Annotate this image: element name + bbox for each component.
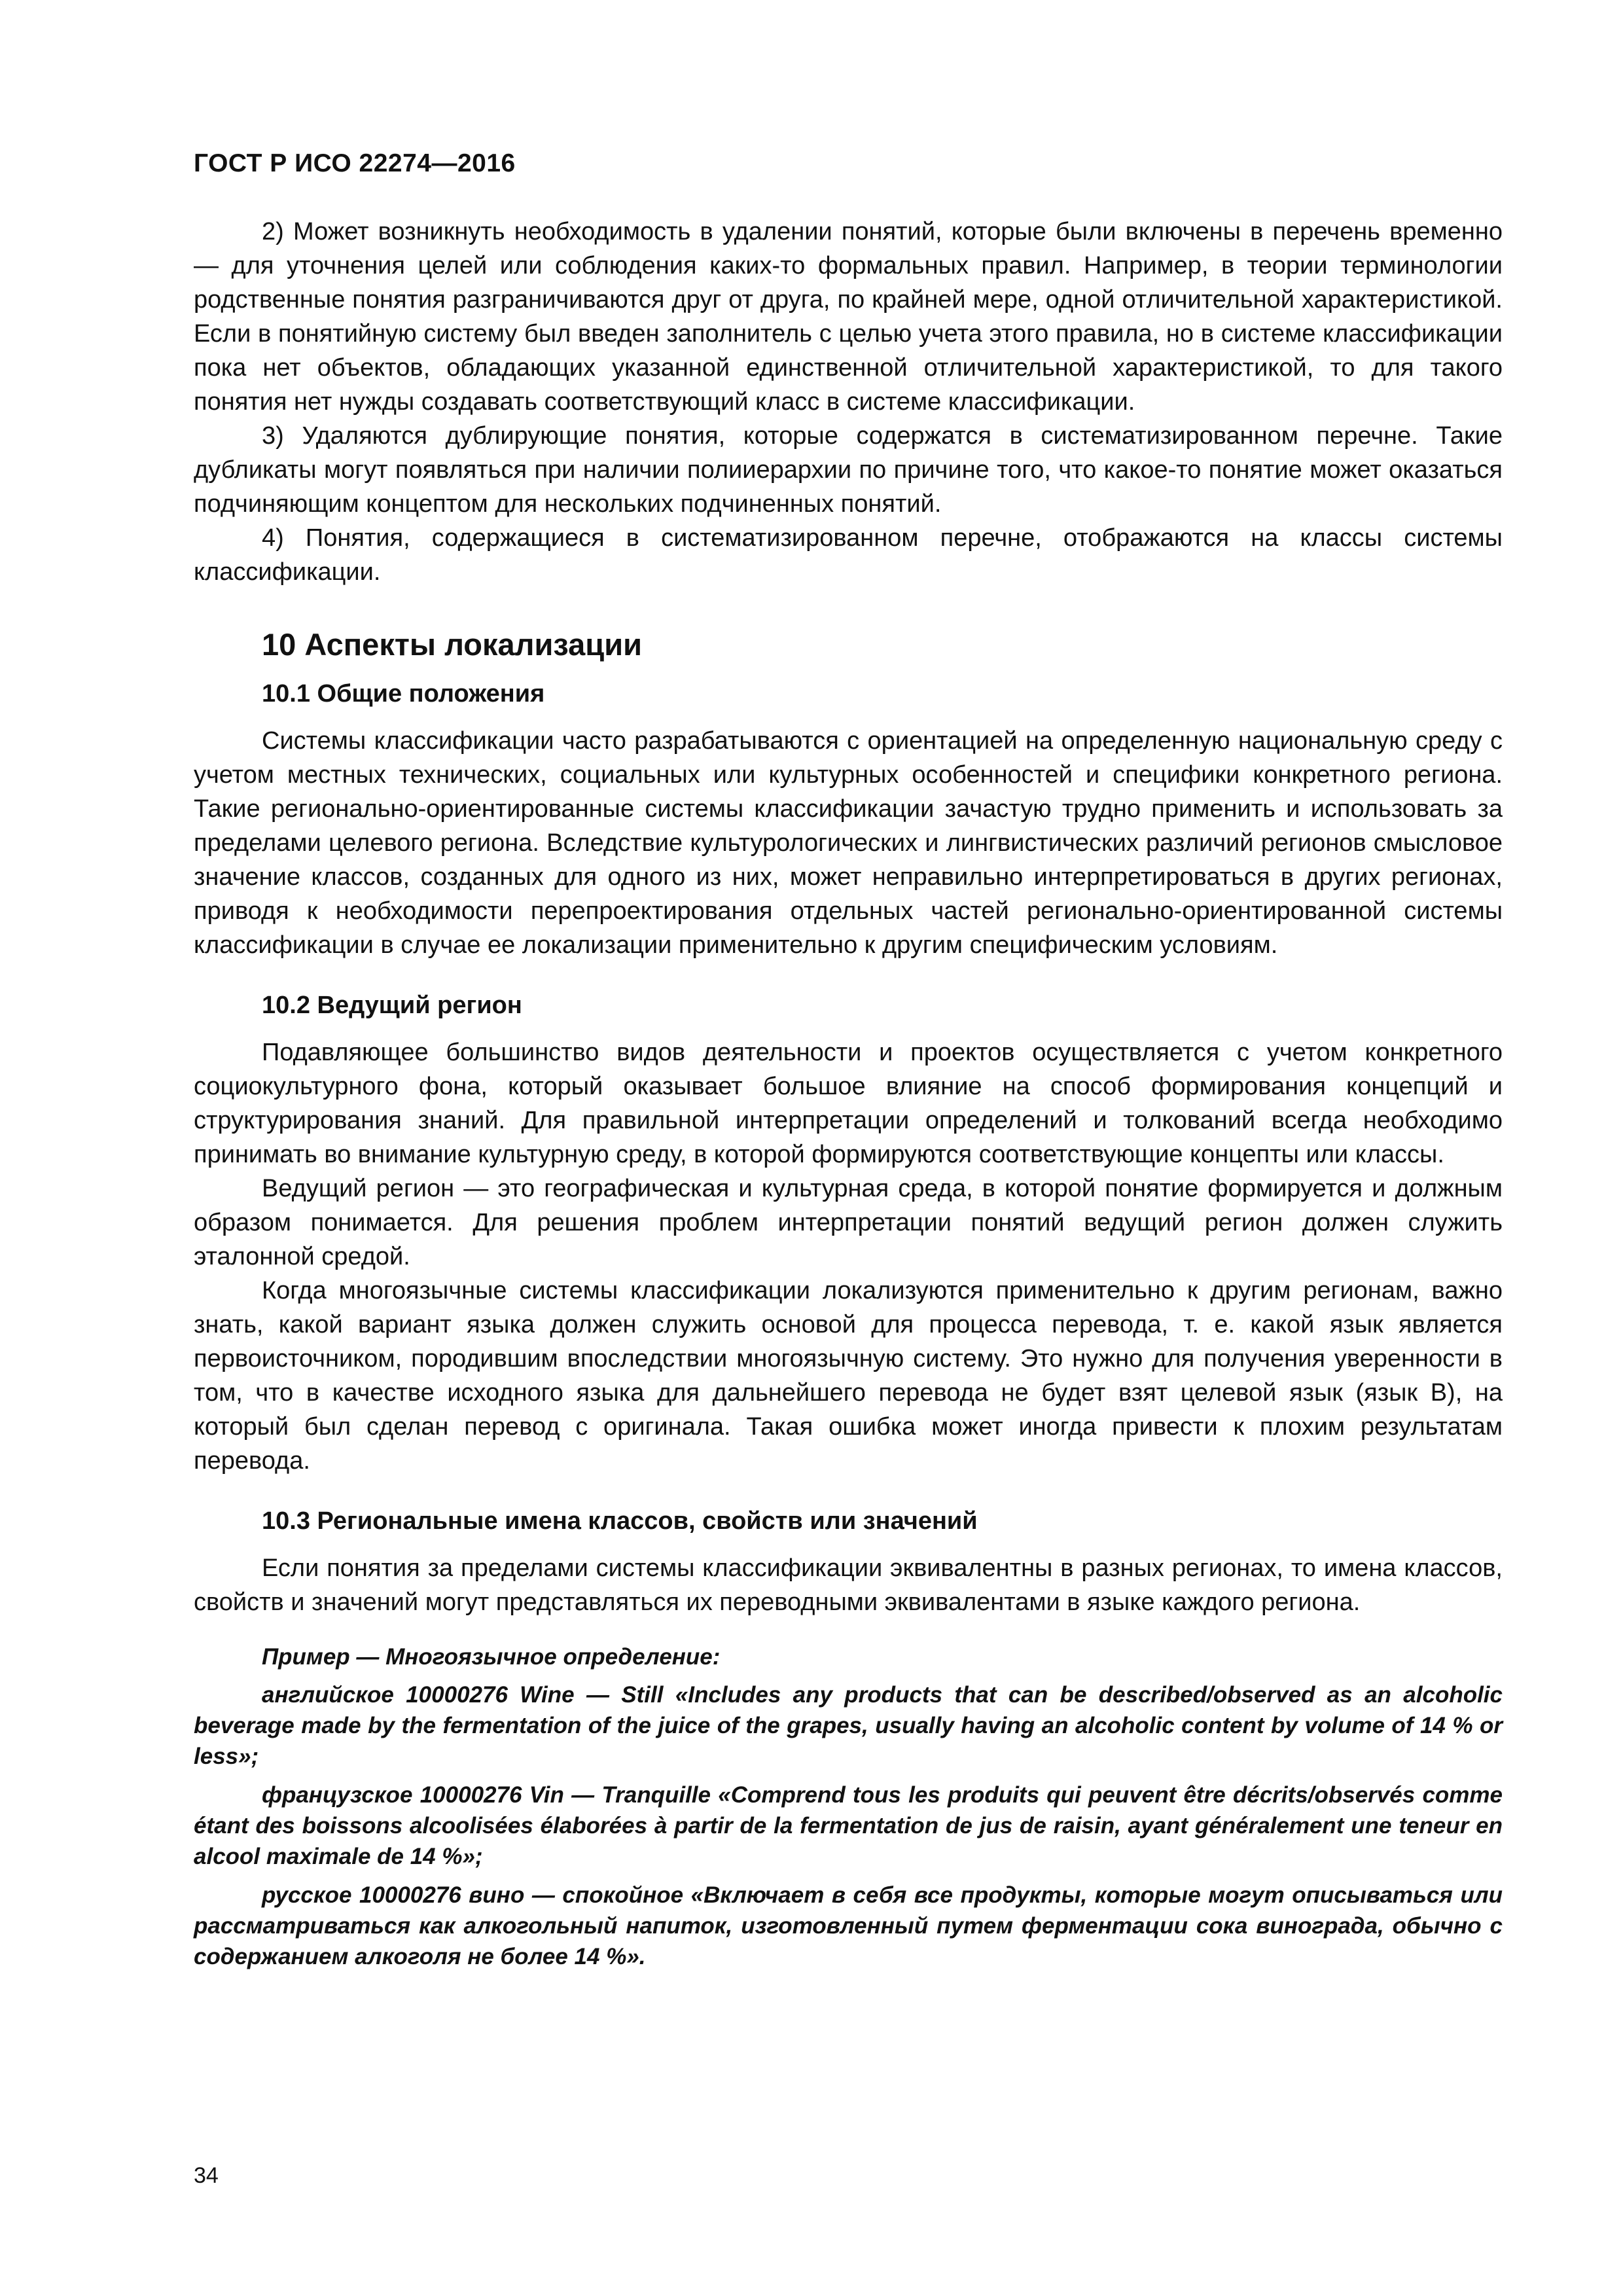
paragraph: Если понятия за пределами системы классификации эквивалентны в разных регионах, то имена классов, свойств и значений могут представляться их переводными эквивалентами в языке каждого региона. (194, 1554, 1503, 1616)
paragraph: Когда многоязычные системы классификации локализуются применительно к другим регионам, важно знать, какой вариант языка должен служить основой для процесса перевода, т. е. какой язык является первоисточником, породившим впоследствии многоязычную систему. Это нужно для получения уверенности в том, что в качестве исходного языка для дальнейшего перевода не будет взят целевой язык (язык В), на который был сделан перевод с оригинала. Такая ошибка может иногда привести к плохим результатам перевода. (194, 1277, 1503, 1475)
example-item: французское 10000276 Vin — Tranquille «Comprend tous les produits qui peuvent être décrits/observés comme étant des boissons alcoolisées élaborées à partir de la fermentation de jus de raisin, ayant généralement une teneur en alcool maximale de 14 %»; (194, 1782, 1503, 1869)
paragraph: Системы классификации часто разрабатываются с ориентацией на определенную национальную среду с учетом местных технических, социальных или культурных особенностей и специфики конкретного региона. Такие регионально-ориентированные системы классификации зачастую трудно применить и использовать за пределами целевого региона. Вследствие культурологических и лингвистических различий регионов смысловое значение классов, созданных для одного из них, может неправильно интерпретироваться в других регионах, приводя к необходимости перепроектирования отдельных частей регионально-ориентированной системы классификации в случае ее локализации применительно к другим специфическим условиям. (194, 727, 1503, 959)
list-item: 2) Может возникнуть необходимость в удалении понятий, которые были включены в перечень временно — для уточнения целей или соблюдения каких-то формальных правил. Например, в теории терминологии родственные понятия разграничиваются друг от друга, по крайней мере, одной отличительной характеристикой. Если в понятийную систему был введен заполнитель с целью учета этого правила, но в системе классификации пока нет объектов, обладающих указанной единственной отличительной характеристикой, то для такого понятия нет нужды создавать соответствующий класс в системе классификации. (194, 218, 1503, 416)
section-heading: 10 Аспекты локализации (262, 627, 642, 662)
subsection-heading: 10.2 Ведущий регион (262, 992, 522, 1019)
subsection-heading: 10.1 Общие положения (262, 680, 545, 708)
subsection-heading: 10.3 Региональные имена классов, свойств или значений (262, 1507, 978, 1535)
example-item: русское 10000276 вино — спокойное «Включает в себя все продукты, которые могут описываться или рассматриваться как алкогольный напиток, изготовленный путем ферментации сока винограда, обычно с содержанием алкоголя не более 14 %». (194, 1882, 1503, 1969)
paragraph: Ведущий регион — это географическая и культурная среда, в которой понятие формируется и должным образом понимается. Для решения проблем интерпретации понятий ведущий регион должен служить эталонной средой. (194, 1175, 1503, 1270)
list-item: 4) Понятия, содержащиеся в систематизированном перечне, отображаются на классы системы классификации. (194, 524, 1503, 586)
example-item: английское 10000276 Wine — Still «Includes any products that can be described/observed as an alcoholic beverage made by the fermentation of the juice of the grapes, usually having an alcoholic content by volume of 14 % or less»; (194, 1682, 1503, 1769)
standard-header: ГОСТ Р ИСО 22274—2016 (194, 149, 516, 177)
page-number: 34 (194, 2163, 219, 2188)
paragraph: Подавляющее большинство видов деятельности и проектов осуществляется с учетом конкретного социокультурного фона, который оказывает большое влияние на способ формирования концепций и структурирования знаний. Для правильной интерпретации определений и толкований всегда необходимо принимать во внимание культурную среду, в которой формируются соответствующие концепты или классы. (194, 1039, 1503, 1168)
list-item: 3) Удаляются дублирующие понятия, которые содержатся в систематизированном перечне. Такие дубликаты могут появляться при наличии полииерархии по причине того, что какое-то понятие может оказаться подчиняющим концептом для нескольких подчиненных понятий. (194, 422, 1503, 518)
page-content (194, 215, 1503, 1980)
example-heading: Пример — Многоязычное определение: (262, 1644, 721, 1670)
